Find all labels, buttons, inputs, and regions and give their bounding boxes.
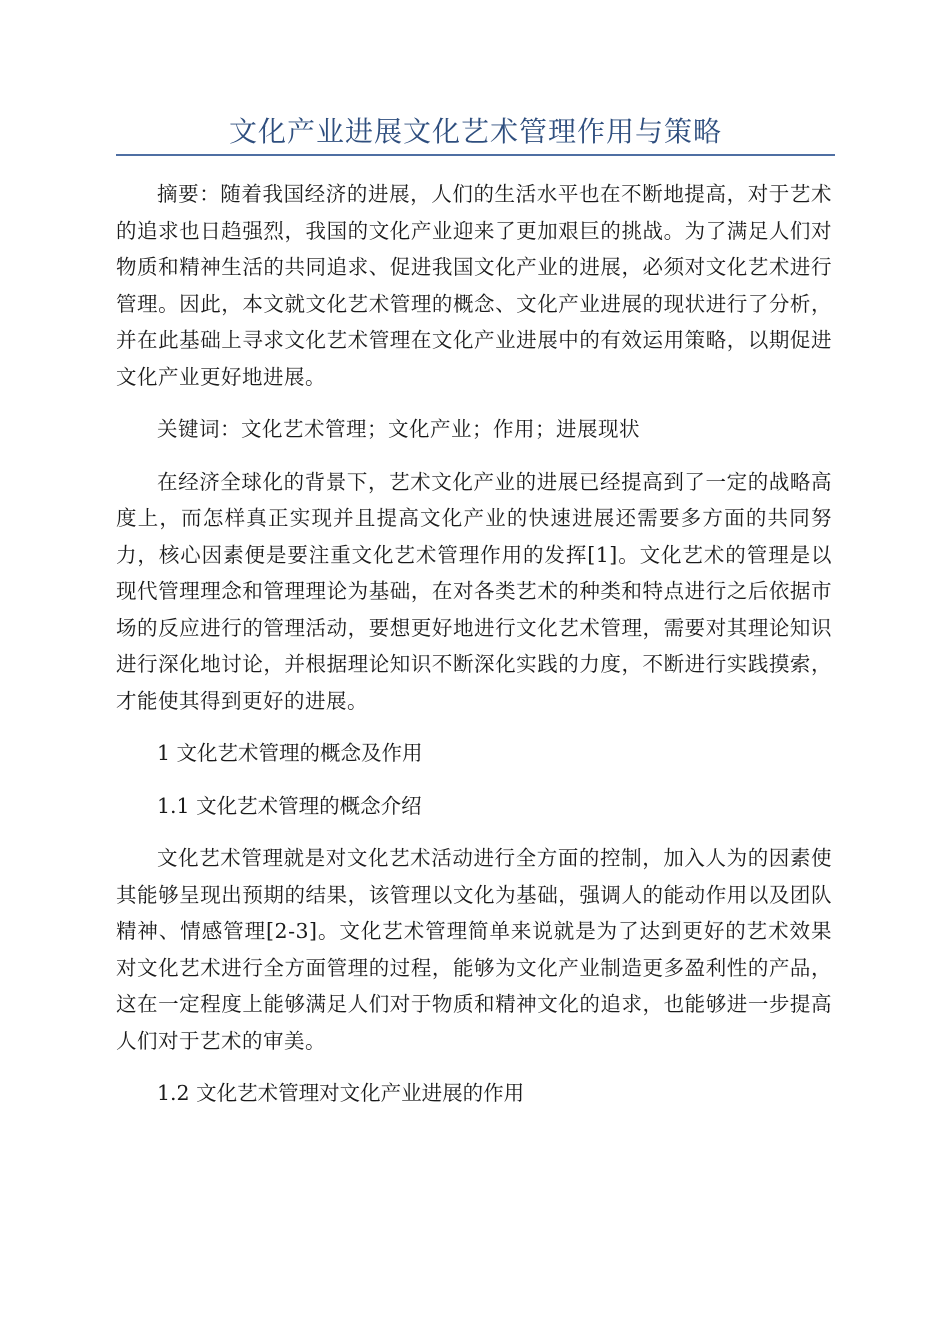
- title-underline: [116, 154, 835, 156]
- section-1-1-paragraph: 文化艺术管理就是对文化艺术活动进行全方面的控制，加入人为的因素使其能够呈现出预期的结果，该管理以文化为基础，强调人的能动作用以及团队精神、情感管理[2-3]。文化艺术管理简单来说就是为了达到更好的艺术效果对文化艺术进行全方面管理的过程，能够为文化产业制造更多盈利性的产品，这在一定程度上能够满足人们对于物质和精神文化的追求，也能够进一步提高人们对于艺术的审美。: [116, 846, 832, 1053]
- document-title: 文化产业进展文化艺术管理作用与策略: [228, 115, 722, 148]
- abstract-paragraph: 摘要：随着我国经济的进展，人们的生活水平也在不断地提高，对于艺术的追求也日趋强烈，我国的文化产业迎来了更加艰巨的挑战。为了满足人们对物质和精神生活的共同追求、促进我国文化产业的进展，必须对文化艺术进行管理。因此，本文就文化艺术管理的概念、文化产业进展的现状进行了分析，并在此基础上寻求文化艺术管理在文化产业进展中的有效运用策略，以期促进文化产业更好地进展。: [116, 182, 832, 389]
- document-body: [116, 176, 832, 1128]
- intro-paragraph: 在经济全球化的背景下，艺术文化产业的进展已经提高到了一定的战略高度上，而怎样真正实现并且提高文化产业的快速进展还需要多方面的共同努力，核心因素便是要注重文化艺术管理作用的发挥[1]。文化艺术的管理是以现代管理理念和管理理论为基础，在对各类艺术的种类和特点进行之后依据市场的反应进行的管理活动，要想更好地进行文化艺术管理，需要对其理论知识进行深化地讨论，并根据理论知识不断深化实践的力度，不断进行实践摸索，才能使其得到更好的进展。: [116, 469, 832, 713]
- section-1-heading: 1 文化艺术管理的概念及作用: [157, 741, 423, 765]
- section-1-1-heading: 1.1 文化艺术管理的概念介绍: [157, 793, 422, 818]
- section-1-2-heading: 1.2 文化艺术管理对文化产业进展的作用: [157, 1081, 525, 1105]
- keywords-paragraph: 关键词：文化艺术管理；文化产业；作用；进展现状: [157, 417, 640, 441]
